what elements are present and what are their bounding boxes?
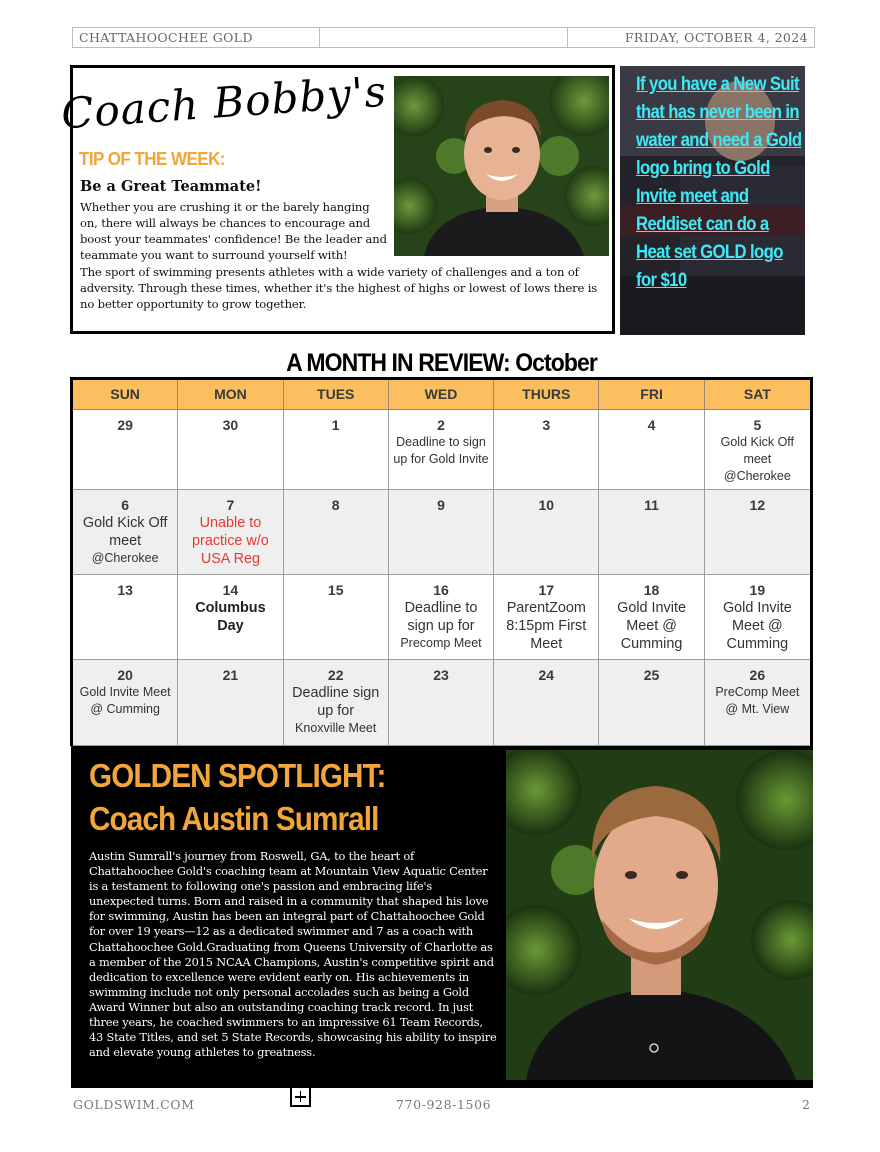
tip-paragraph-1: Whether you are crushing it or the barely hanging on, there will always be chances to encourage and boost your teammates' confidence! Be the leader and teammate you want to surround yourself with! [80,200,387,263]
coach-bobby-photo [394,76,609,256]
calendar-day-number: 26 [749,667,766,683]
calendar-day-cell [284,410,389,490]
spotlight-title-line-2: Coach Austin Sumrall [89,800,379,837]
calendar-event-text: Gold Invite Meet @ Cumming [722,600,792,652]
calendar-event-text: Gold Kick Off meet @Cherokee [720,435,795,483]
calendar-event-text: Deadline sign up for [292,685,380,719]
calendar-day-number: 24 [538,667,555,683]
page-number: 2 [802,1097,811,1112]
calendar-day-cell [705,575,810,660]
day-header-thurs: THURS [494,380,599,410]
calendar-event-text: Gold Kick Off meet [82,515,168,549]
calendar-event-text: Gold Invite Meet @ Cumming [617,600,686,652]
calendar-day-number: 17 [538,582,555,598]
calendar-day-cell [599,490,704,575]
calendar-day-cell [494,660,599,746]
calendar-day-cell [73,490,178,575]
day-header-sun: SUN [73,380,178,410]
calendar-day-number: 6 [121,497,130,513]
calendar-day-number: 20 [117,667,133,683]
calendar-day-cell [599,660,704,746]
calendar-day-cell [599,410,704,490]
calendar-day-number: 7 [226,497,235,513]
calendar-event-text: Unable to practice w/o USA Reg [192,515,269,567]
calendar-day-number: 23 [433,667,449,683]
calendar-day-number: 12 [749,497,766,513]
tip-paragraph-2: The sport of swimming presents athletes with a wide variety of challenges and a ton of adversity. Through these times, whether it's the highest of highs or lowest of lows there is no better opportunity to grow together. [80,265,598,312]
calendar-day-number: 29 [117,417,133,433]
calendar-day-cell [705,660,810,746]
footer-phone: 770-928-1506 [396,1097,492,1112]
calendar-day-cell [73,575,178,660]
calendar-day-cell [389,575,494,660]
spotlight-title-line-1: GOLDEN SPOTLIGHT: [89,757,386,794]
calendar-event-text: ParentZoom 8:15pm First Meet [506,600,587,652]
calendar-day-number: 18 [643,582,660,598]
calendar-event-text: Knoxville Meet [295,721,377,735]
calendar-day-number: 11 [644,497,659,513]
calendar-day-cell [389,410,494,490]
calendar-day-number: 4 [647,417,656,433]
calendar-day-cell [494,575,599,660]
calendar-day-cell [178,410,283,490]
calendar-event-text: @Cherokee [91,551,159,565]
calendar-day-cell [73,410,178,490]
calendar-day-number: 16 [433,582,449,598]
gold-logo-promo-box [620,66,805,335]
calendar-day-number: 19 [749,582,766,598]
calendar-day-number: 8 [331,497,340,513]
day-header-fri: FRI [599,380,704,410]
calendar-day-number: 21 [222,667,239,683]
october-calendar [70,377,813,746]
footer-website[interactable]: GOLDSWIM.COM [73,1097,195,1112]
day-header-wed: WED [389,380,494,410]
promo-link-text[interactable]: If you have a New Suit that has never been in water and need a Gold logo bring to Gold Invite meet and Reddiset can do a Heat set GOLD logo for $10 [636,74,802,291]
calendar-grid [73,380,810,746]
calendar-day-number: 5 [753,417,762,433]
calendar-day-cell [389,660,494,746]
calendar-event-text: Deadline to sign up for Gold Invite [393,435,489,466]
calendar-day-number: 1 [331,417,340,433]
tip-heading: TIP OF THE WEEK: [79,148,225,169]
day-header-tues: TUES [284,380,389,410]
calendar-day-cell [178,490,283,575]
calendar-day-number: 10 [538,497,555,513]
plus-icon[interactable] [290,1086,311,1107]
calendar-title: A MONTH IN REVIEW: October [286,349,597,377]
calendar-day-number: 3 [542,417,551,433]
spotlight-title [89,754,386,840]
calendar-day-cell [178,575,283,660]
calendar-day-cell [178,660,283,746]
day-header-sat: SAT [705,380,810,410]
publication-name: CHATTAHOOCHEE GOLD [73,28,320,47]
calendar-day-number: 14 [222,582,239,598]
calendar-day-number: 22 [327,667,344,683]
calendar-day-cell [705,490,810,575]
calendar-event-text: Deadline to sign up for [404,600,478,634]
calendar-day-number: 13 [117,582,133,598]
issue-date: FRIDAY, OCTOBER 4, 2024 [624,30,808,45]
calendar-event-text: Precomp Meet [400,636,482,650]
calendar-day-cell [599,575,704,660]
calendar-event-text: PreComp Meet @ Mt. View [715,685,800,716]
coach-austin-photo [506,750,813,1080]
day-header-mon: MON [178,380,283,410]
calendar-day-number: 25 [643,667,660,683]
tip-of-the-week-box [59,65,615,334]
calendar-day-number: 9 [437,497,445,513]
calendar-day-cell [73,660,178,746]
calendar-day-number: 30 [222,417,239,433]
calendar-event-text: Gold Invite Meet @ Cumming [79,685,171,716]
calendar-day-cell [284,660,389,746]
masthead-bar [72,27,815,48]
calendar-day-number: 15 [327,582,344,598]
calendar-day-cell [494,410,599,490]
calendar-day-cell [389,490,494,575]
golden-spotlight-section [71,746,813,1088]
calendar-day-cell [494,490,599,575]
calendar-day-cell [284,490,389,575]
spotlight-body: Austin Sumrall's journey from Roswell, GA, to the heart of Chattahoochee Gold's coaching team at Mountain View Aquatic Center is a testament to following one's passion and embracing life's unexpected turns. Born and raised in a community that shaped his love for swimming, Austin has been an integral part of Chattahoochee Gold for over 19 years—12 as a dedicated swimmer and 7 as a coach with Chattahoochee Gold.Graduating from Queens University of Charlotte as a member of the 2015 NCAA Champions, Austin's competitive spirit and dedication to excellence were evident early on. His achievements in swimming include not only personal accolades such as being a Gold Award Winner but also an outstanding coaching track record. In just three years, he coached swimmers to an impressive 61 Team Records, 43 State Titles, and set 5 State Records, showcasing his ability to inspire and elevate young athletes to greatness. [89,849,497,1060]
masthead-middle [320,28,567,47]
coach-bobbys-script-title: Coach Bobby's [59,66,389,139]
tip-subheading: Be a Great Teammate! [80,178,262,195]
calendar-event-text: Columbus Day [195,600,266,634]
calendar-day-cell [284,575,389,660]
calendar-day-cell [705,410,810,490]
calendar-day-number: 2 [437,417,445,433]
